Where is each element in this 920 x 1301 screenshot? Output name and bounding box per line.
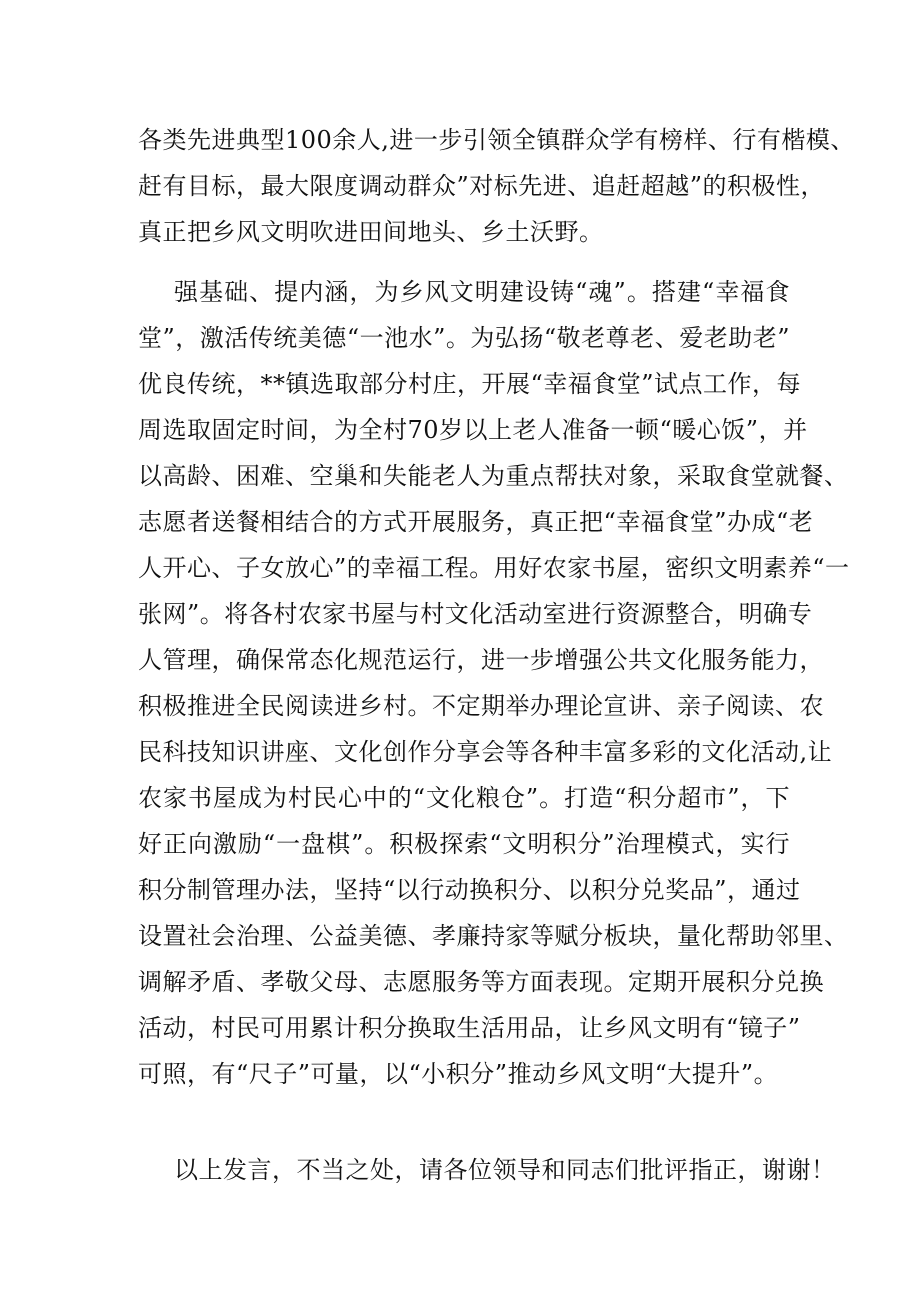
text-line: 人管理，确保常态化规范运行，进一步增强公共文化服务能力， (138, 646, 824, 674)
text-line: 活动，村民可用累计积分换取生活用品，让乡风文明有“镜子” (138, 1014, 801, 1042)
text-line: 以上发言，不当之处，请各位领导和同志们批评指正，谢谢！ (174, 1156, 836, 1184)
text-line: 志愿者送餐相结合的方式开展服务，真正把“幸福食堂”办成“老 (138, 508, 814, 536)
text-line: 设置社会治理、公益美德、孝廉持家等赋分板块，量化帮助邻里、 (138, 922, 849, 950)
text-line: 好正向激励“一盘棋”。积极探索“文明积分”治理模式，实行 (138, 830, 790, 858)
text-line: 各类先进典型100余人,进一步引领全镇群众学有榜样、行有楷模、 (138, 126, 855, 154)
text-line: 周选取固定时间，为全村70岁以上老人准备一顿“暖心饭”，并 (138, 416, 808, 444)
text-line: 人开心、子女放心”的幸福工程。用好农家书屋，密织文明素养“一 (138, 554, 850, 582)
text-line: 可照，有“尺子”可量，以“小积分”推动乡风文明“大提升”。 (138, 1060, 779, 1088)
text-line: 调解矛盾、孝敬父母、志愿服务等方面表现。定期开展积分兑换 (138, 968, 824, 996)
text-line: 民科技知识讲座、文化创作分享会等各种丰富多彩的文化活动,让 (138, 738, 833, 766)
text-line: 真正把乡风文明吹进田间地头、乡土沃野。 (138, 218, 604, 246)
text-line: 积极推进全民阅读进乡村。不定期举办理论宣讲、亲子阅读、农 (138, 692, 824, 720)
text-line: 积分制管理办法，坚持“以行动换积分、以积分兑奖品”，通过 (138, 876, 801, 904)
text-line: 堂”，激活传统美德“一池水”。为弘扬“敬老尊老、爱老助老” (138, 324, 790, 352)
text-line: 优良传统，**镇选取部分村庄，开展“幸福食堂”试点工作，每 (138, 370, 802, 398)
text-line: 强基础、提内涵，为乡风文明建设铸“魂”。搭建“幸福食 (174, 278, 790, 306)
paragraph-1 (138, 117, 855, 255)
text-line: 赶有目标，最大限度调动群众”对标先进、追赶超越”的积极性， (138, 172, 826, 200)
text-line: 农家书屋成为村民心中的“文化粮仓”。打造“积分超市”，下 (138, 784, 790, 812)
text-line: 张网”。将各村农家书屋与村文化活动室进行资源整合，明确专 (138, 600, 813, 628)
paragraph-2 (138, 269, 850, 1097)
text-line: 以高龄、困难、空巢和失能老人为重点帮扶对象，采取食堂就餐、 (138, 462, 849, 490)
paragraph-3 (138, 1147, 836, 1193)
